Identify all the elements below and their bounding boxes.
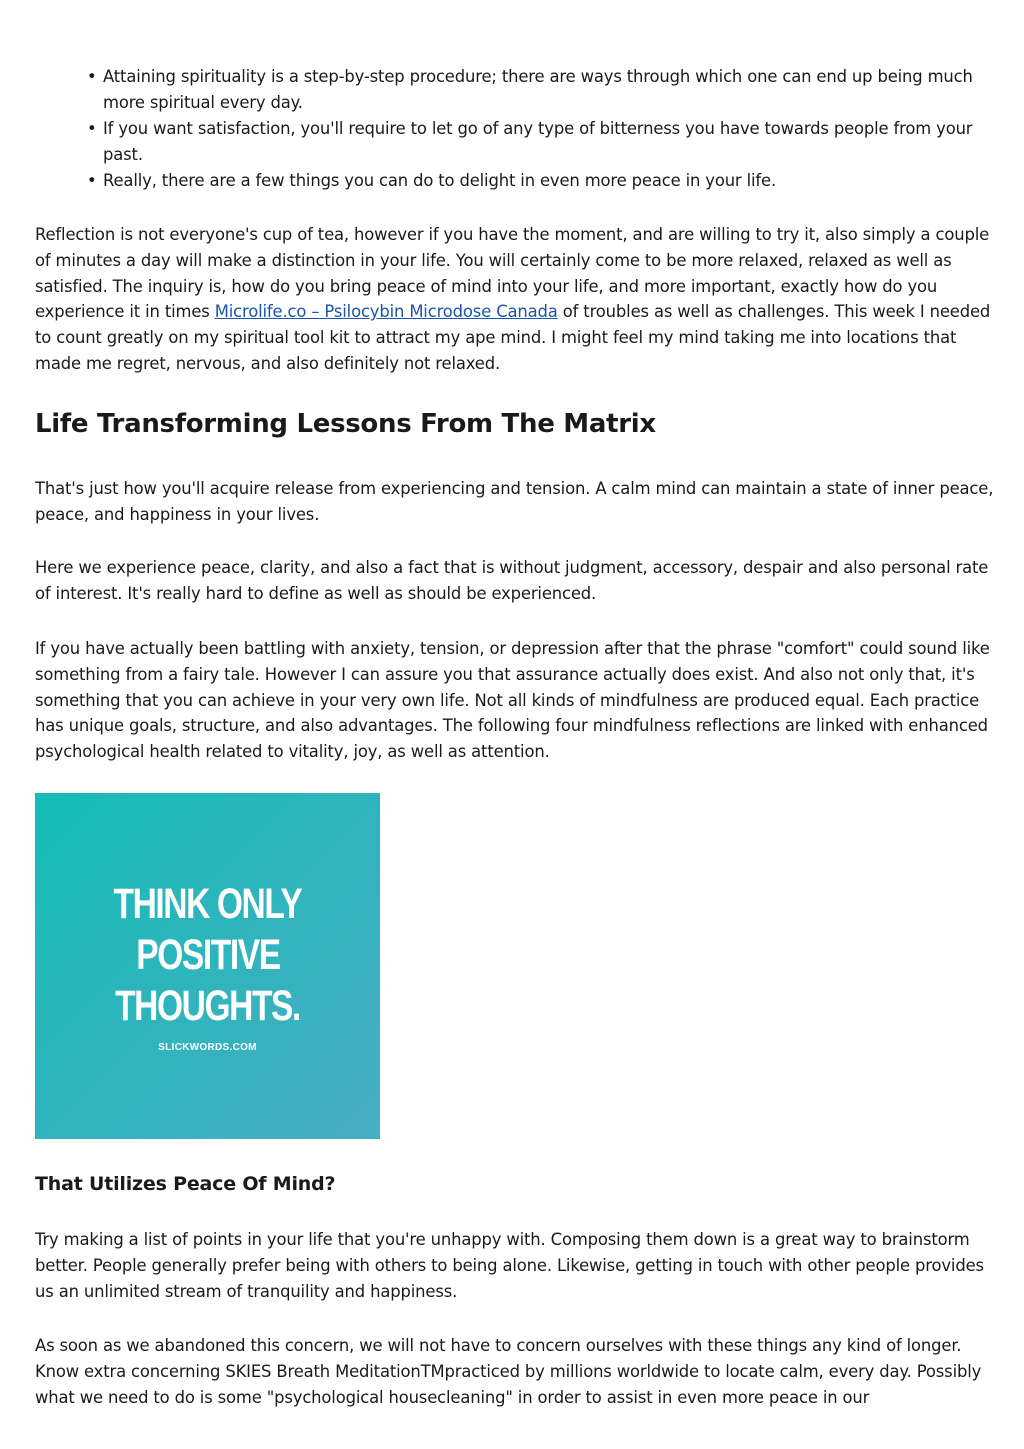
paragraph: Try making a list of points in your life that you're unhappy with. Composing them down is a great way to brainstorm better. People generally prefer being with others to being alone. Likewise, getting in touch with other people provides us an unlimited stream of tranquility and happiness.	[35, 1229, 984, 1301]
list-item: • Really, there are a few things you can do to delight in even more peace in your life.	[103, 168, 995, 194]
quote-poster-image	[35, 793, 380, 1139]
poster-text-line: THOUGHTS.	[115, 981, 300, 1030]
paragraph: Here we experience peace, clarity, and also a fact that is without judgment, accessory, despair and also personal rate of interest. It's really hard to define as well as should be experienced.	[35, 558, 989, 604]
poster-site-credit: SLICKWORDS.COM	[158, 1041, 257, 1053]
subsection-heading: That Utilizes Peace Of Mind?	[35, 1172, 336, 1195]
paragraph-text: Reflection is not everyone's cup of tea, however if you have the moment, and are willing to try it, also simply a couple of minutes a day will make a distinction in your life. You will certainly come to be more relaxed, relaxed as well as satisfied. The inquiry is, how do you bring peace of mind into your life, and more important, exactly how do you experience it in times	[35, 225, 990, 322]
list-item: • If you want satisfaction, you'll require to let go of any type of bitterness you have towards people from your past.	[103, 116, 995, 168]
paragraph: If you have actually been battling with anxiety, tension, or depression after that the phrase "comfort" could sound like something from a fairy tale. However I can assure you that assurance actually does exist. And also not only that, it's something that you can achieve in your very own life. Not all kinds of mindfulness are produced equal. Each practice has unique goals, structure, and also advantages. The following four mindfulness reflections are linked with enhanced psychological health related to vitality, joy, as well as attention.	[35, 638, 990, 762]
paragraph: As soon as we abandoned this concern, we will not have to concern ourselves with these things any kind of longer. Know extra concerning SKIES Breath MeditationTMpracticed by millions worldwide to locate calm, every day. Possibly what we need to do is some "psychological housecleaning" in order to assist in even more peace in our	[35, 1336, 982, 1407]
paragraph-reflection	[35, 222, 995, 377]
paragraph: That's just how you'll acquire release from experiencing and tension. A calm mind can maintain a state of inner peace, peace, and happiness in your lives.	[35, 478, 994, 524]
section-heading: Life Transforming Lessons From The Matrix	[35, 408, 656, 439]
poster-text-line: POSITIVE	[135, 930, 280, 979]
bullet-list	[35, 64, 995, 194]
paragraph-text: of troubles as well as challenges. This week I needed to count greatly on my spiritual tool kit to attract my ape mind. I might feel my mind taking me into locations that made me regret, nervous, and also definitely not relaxed.	[35, 302, 991, 373]
poster-text-line: THINK ONLY	[113, 879, 302, 928]
microlife-link[interactable]: Microlife.co – Psilocybin Microdose Canada	[214, 302, 558, 322]
list-item: • Attaining spirituality is a step-by-step procedure; there are ways through which one can end up being much more spiritual every day.	[103, 64, 995, 116]
document-page	[35, 64, 995, 1411]
